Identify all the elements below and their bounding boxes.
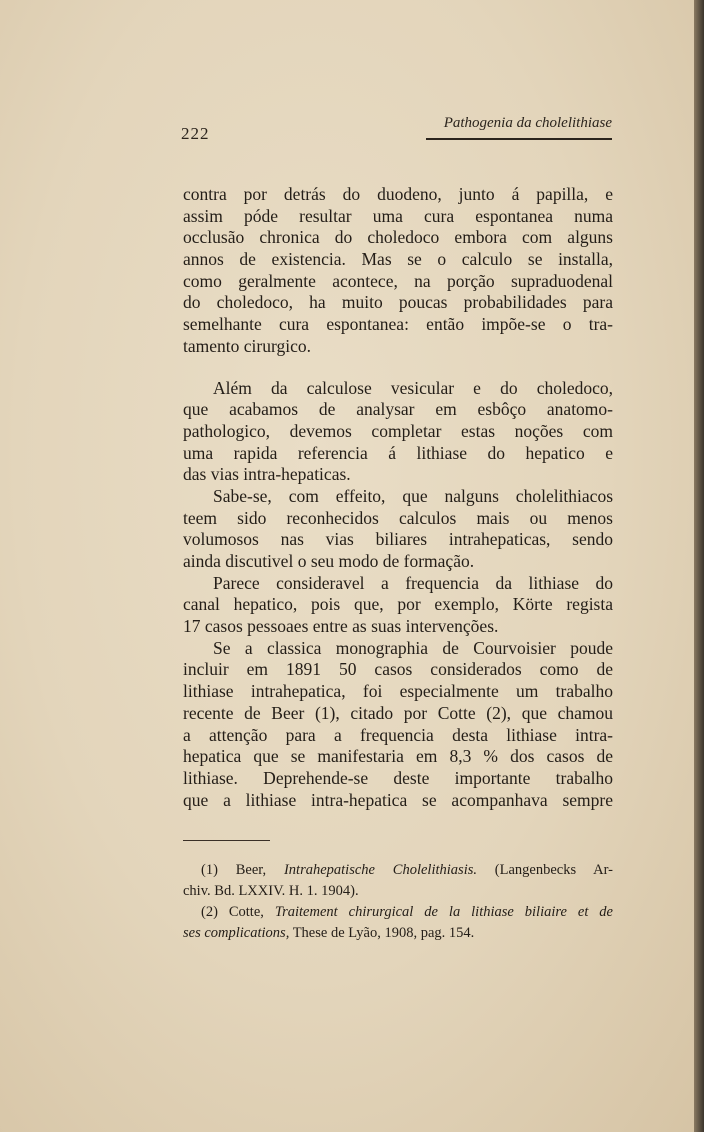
text-line: recente de Beer (1), citado por Cotte (2), que chamou	[183, 702, 613, 723]
text-line: uma rapida referencia á lithiase do hepatico e	[183, 442, 613, 463]
text-line: pathologico, devemos completar estas noções com	[183, 420, 613, 441]
body-text	[183, 184, 613, 811]
page-number: 222	[181, 124, 210, 143]
text-line: 17 casos pessoaes entre as suas intervenções.	[183, 616, 499, 637]
text-line: que a lithiase intra-hepatica se acompanhava sempre	[183, 789, 613, 810]
text-line: lithiase intrahepatica, foi especialmente um trabalho	[183, 681, 613, 702]
text-line: ainda discutivel o seu modo de formação.	[183, 551, 475, 571]
footnote-1-suffix: (Langenbecks Ar-	[476, 862, 613, 878]
paragraph-gap	[183, 358, 613, 378]
text-line: volumosos nas vias biliares intrahepaticas, sendo	[183, 529, 613, 550]
footnote-2-title-cont: ses complications,	[183, 925, 290, 941]
text-line: a attenção para a frequencia desta lithiase intra-	[183, 724, 613, 745]
book-spine-edge	[694, 0, 704, 1132]
footnote-2	[183, 902, 613, 923]
text-line: hepatica que se manifestaria em 8,3 % dos casos de	[183, 746, 613, 767]
text-line: assim póde resultar uma cura espontanea numa	[183, 205, 613, 226]
text-line: canal hepatico, pois que, por exemplo, Körte regista	[183, 594, 613, 615]
text-line: Sabe-se, com effeito, que nalguns cholelithiacos	[213, 485, 613, 506]
text-line: incluir em 1891 50 casos considerados como de	[183, 659, 613, 680]
text-line: das vias intra-hepaticas.	[183, 464, 351, 485]
text-line: semelhante cura espontanea: então impõe-se o tra-	[183, 314, 613, 335]
text-line: lithiase. Deprehende-se deste importante trabalho	[183, 767, 613, 788]
text-line: Além da calculose vesicular e do choledoco,	[213, 377, 613, 398]
footnote-2-cont	[183, 923, 613, 944]
text-line: occlusão chronica do choledoco embora com alguns	[183, 227, 613, 248]
footnote-1-title: Intrahepatische Cholelithiasis.	[283, 862, 477, 878]
text-line: annos de existencia. Mas se o calculo se installa,	[183, 249, 613, 270]
footnote-1-cont: chiv. Bd. LXXIV. H. 1. 1904).	[183, 883, 359, 899]
text-line: contra por detrás do duodeno, junto á papilla, e	[183, 184, 613, 204]
footnote-1	[183, 860, 613, 881]
text-line: Parece consideravel a frequencia da lithiase do	[213, 572, 613, 593]
footnote-2-prefix: (2) Cotte,	[201, 904, 275, 920]
footnote-2-suffix: These de Lyão, 1908, pag. 154.	[289, 925, 475, 941]
text-line: tamento cirurgico.	[183, 335, 311, 356]
footnotes	[183, 860, 613, 944]
text-line: que acabamos de analysar em esbôço anatomo-	[183, 399, 613, 420]
text-line: Se a classica monographia de Courvoisier poude	[213, 637, 613, 658]
footnote-1-prefix: (1) Beer,	[201, 862, 284, 878]
text-line: como geralmente acontece, na porção supraduodenal	[183, 270, 613, 291]
text-line: teem sido reconhecidos calculos mais ou menos	[183, 507, 613, 528]
text-line: do choledoco, ha muito poucas probabilidades para	[183, 292, 613, 313]
footnote-2-title: Traitement chirurgical de la lithiase biliaire et de	[274, 904, 613, 920]
footnote-rule	[183, 840, 270, 841]
running-head: Pathogenia da cholelithiase	[443, 115, 612, 131]
header-rule	[426, 138, 612, 140]
